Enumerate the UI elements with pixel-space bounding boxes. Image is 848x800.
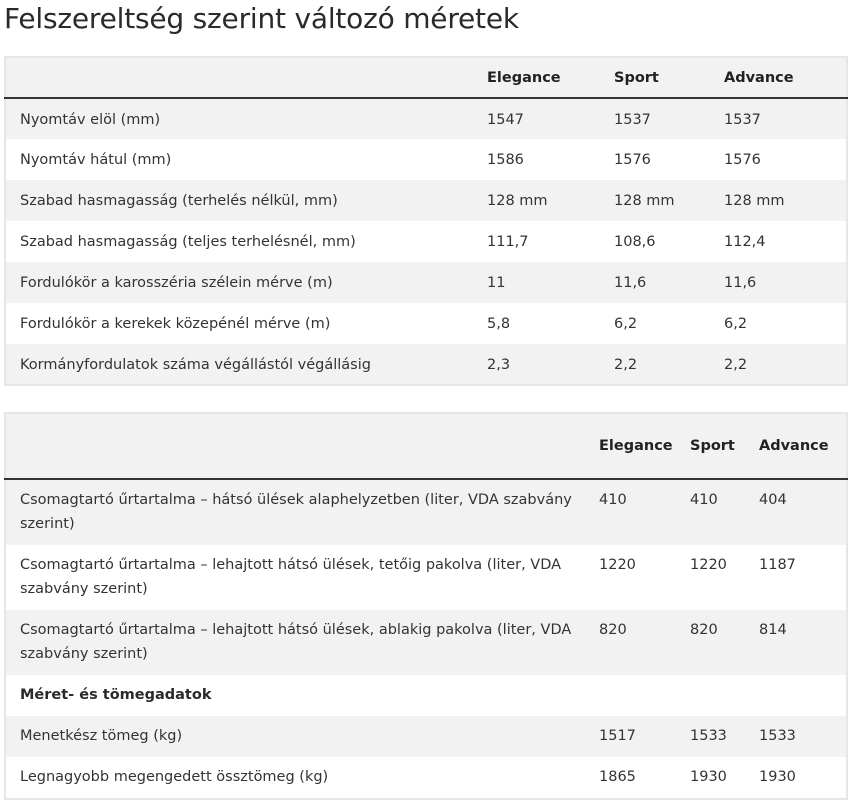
row-label: Szabad hasmagasság (teljes terhelésnél, mm) xyxy=(5,221,487,262)
value-advance: 6,2 xyxy=(724,303,847,344)
value-elegance: 2,3 xyxy=(487,344,614,385)
row-label: Menetkész tömeg (kg) xyxy=(5,716,599,757)
value-advance: 128 mm xyxy=(724,180,847,221)
value-sport: 1930 xyxy=(690,757,759,799)
table-row xyxy=(5,180,847,221)
header-advance: Advance xyxy=(759,413,847,479)
row-label: Legnagyobb megengedett össztömeg (kg) xyxy=(5,757,599,799)
value-elegance: 1586 xyxy=(487,139,614,180)
row-label: Nyomtáv elöl (mm) xyxy=(5,98,487,139)
value-advance: 1576 xyxy=(724,139,847,180)
value-sport: 108,6 xyxy=(614,221,724,262)
value-elegance: 1865 xyxy=(599,757,690,799)
table-row xyxy=(5,139,847,180)
header-label-column xyxy=(5,57,487,98)
table-row xyxy=(5,98,847,139)
value-sport: 1533 xyxy=(690,716,759,757)
value-advance: 11,6 xyxy=(724,262,847,303)
table-row xyxy=(5,716,847,757)
value-sport: 1537 xyxy=(614,98,724,139)
table-row xyxy=(5,479,847,545)
row-label: Csomagtartó űrtartalma – lehajtott hátsó ülések, tetőig pakolva (liter, VDA szabvány szerint) xyxy=(5,545,599,610)
table-row xyxy=(5,757,847,799)
row-label: Nyomtáv hátul (mm) xyxy=(5,139,487,180)
value-elegance: 5,8 xyxy=(487,303,614,344)
value-advance: 1533 xyxy=(759,716,847,757)
value-sport: 11,6 xyxy=(614,262,724,303)
value-sport: 2,2 xyxy=(614,344,724,385)
value-advance: 2,2 xyxy=(724,344,847,385)
table-row xyxy=(5,221,847,262)
value-advance: 1537 xyxy=(724,98,847,139)
table-row xyxy=(5,610,847,675)
section-title: Méret- és tömegadatok xyxy=(5,675,847,716)
value-sport: 1220 xyxy=(690,545,759,610)
table-row xyxy=(5,545,847,610)
value-elegance: 820 xyxy=(599,610,690,675)
header-advance: Advance xyxy=(724,57,847,98)
value-sport: 128 mm xyxy=(614,180,724,221)
header-sport: Sport xyxy=(614,57,724,98)
row-label: Kormányfordulatok száma végállástól végállásig xyxy=(5,344,487,385)
value-elegance: 11 xyxy=(487,262,614,303)
value-elegance: 1547 xyxy=(487,98,614,139)
value-sport: 410 xyxy=(690,479,759,545)
page-title: Felszereltség szerint változó méretek xyxy=(4,2,519,35)
dimensions-table xyxy=(4,56,848,386)
row-label: Csomagtartó űrtartalma – lehajtott hátsó ülések, ablakig pakolva (liter, VDA szabvány szerint) xyxy=(5,610,599,675)
header-label-column xyxy=(5,413,599,479)
table-header-row xyxy=(5,57,847,98)
value-sport: 6,2 xyxy=(614,303,724,344)
value-sport: 1576 xyxy=(614,139,724,180)
dimensions-table-body xyxy=(5,98,847,385)
value-advance: 814 xyxy=(759,610,847,675)
value-advance: 404 xyxy=(759,479,847,545)
value-elegance: 1517 xyxy=(599,716,690,757)
value-advance: 1930 xyxy=(759,757,847,799)
value-advance: 1187 xyxy=(759,545,847,610)
header-sport: Sport xyxy=(690,413,759,479)
value-elegance: 410 xyxy=(599,479,690,545)
section-header-row xyxy=(5,675,847,716)
table-row xyxy=(5,344,847,385)
table-header-row xyxy=(5,413,847,479)
capacity-table-body xyxy=(5,479,847,799)
header-elegance: Elegance xyxy=(487,57,614,98)
row-label: Csomagtartó űrtartalma – hátsó ülések alaphelyzetben (liter, VDA szabvány szerint) xyxy=(5,479,599,545)
value-advance: 112,4 xyxy=(724,221,847,262)
row-label: Fordulókör a karosszéria szélein mérve (m) xyxy=(5,262,487,303)
table-row xyxy=(5,303,847,344)
capacity-table xyxy=(4,412,848,800)
table-row xyxy=(5,262,847,303)
value-sport: 820 xyxy=(690,610,759,675)
value-elegance: 128 mm xyxy=(487,180,614,221)
header-elegance: Elegance xyxy=(599,413,690,479)
row-label: Szabad hasmagasság (terhelés nélkül, mm) xyxy=(5,180,487,221)
row-label: Fordulókör a kerekek közepénél mérve (m) xyxy=(5,303,487,344)
value-elegance: 1220 xyxy=(599,545,690,610)
value-elegance: 111,7 xyxy=(487,221,614,262)
